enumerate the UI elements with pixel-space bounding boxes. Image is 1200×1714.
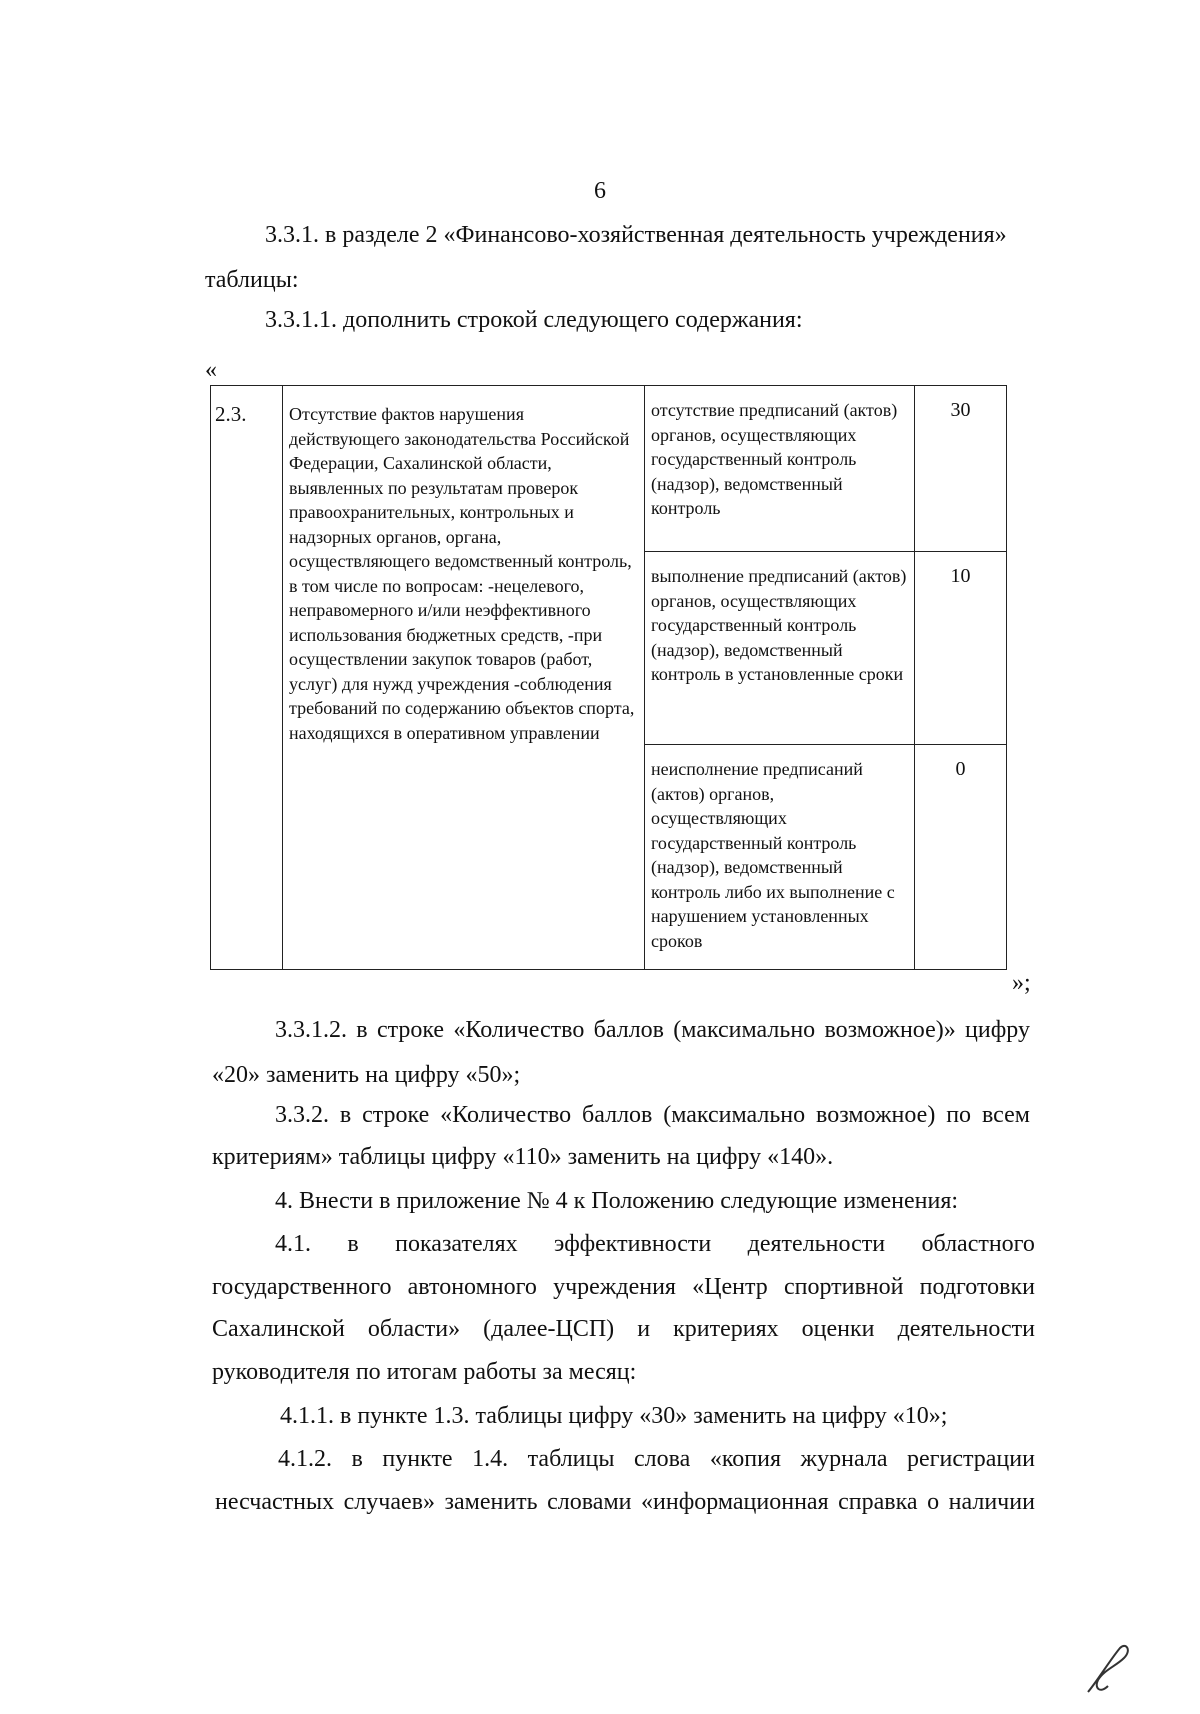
paragraph-4-1: 4.1. в показателях эффективности деятельности областного: [275, 1231, 1035, 1257]
paragraph-3-3-1-1: 3.3.1.1. дополнить строкой следующего содержания:: [265, 307, 803, 333]
paragraph-4-1-cont3: руководителя по итогам работы за месяц:: [212, 1359, 637, 1385]
paragraph-3-3-2: 3.3.2. в строке «Количество баллов (максимально возможное) по всем: [275, 1102, 1030, 1128]
paragraph-4-1-2: 4.1.2. в пункте 1.4. таблицы слова «копия журнала регистрации: [278, 1446, 1035, 1472]
paragraph-3-3-1-2-cont: «20» заменить на цифру «50»;: [212, 1062, 521, 1088]
indicator-cell: отсутствие предписаний (актов) органов, осуществляющих государственный контроль (надзор), ведомственный контроль: [645, 386, 915, 552]
paragraph-4-1-cont1: государственного автономного учреждения «Центр спортивной подготовки: [212, 1274, 1035, 1300]
score-cell: 30: [915, 386, 1007, 552]
indicator-cell: неисполнение предписаний (актов) органов, осуществляющих государственный контроль (надзор), ведомственный контроль либо их выполнение с нарушением установленных сроков: [645, 745, 915, 970]
criterion-cell: Отсутствие фактов нарушения действующего законодательства Российской Федерации, Сахалинской области, выявленных по результатам проверок правоохранительных, контрольных и надзорных органов, органа, осуществляющего ведомственный контроль, в том числе по вопросам: -нецелевого, неправомерного и/или неэффективного использования бюджетных средств, -при осуществлении закупок товаров (работ, услуг) для нужд учреждения -соблюдения требований по содержанию объектов спорта, находящихся в оперативном управлении: [283, 386, 645, 970]
paragraph-3-3-1: 3.3.1. в разделе 2 «Финансово-хозяйственная деятельность учреждения»: [265, 222, 1007, 248]
paragraph-3-3-1-2: 3.3.1.2. в строке «Количество баллов (максимально возможное)» цифру: [275, 1017, 1030, 1043]
score-cell: 0: [915, 745, 1007, 970]
page-number: 6: [594, 178, 606, 204]
paragraph-4-1-1: 4.1.1. в пункте 1.3. таблицы цифру «30» заменить на цифру «10»;: [280, 1403, 948, 1429]
paragraph-3-3-1-cont: таблицы:: [205, 267, 299, 293]
signature-mark: [1080, 1640, 1140, 1705]
paragraph-3-3-2-cont: критериям» таблицы цифру «110» заменить на цифру «140».: [212, 1144, 834, 1170]
paragraph-4-1-2-cont: несчастных случаев» заменить словами «информационная справка о наличии: [215, 1489, 1035, 1515]
indicator-cell: выполнение предписаний (актов) органов, осуществляющих государственный контроль (надзор), ведомственный контроль в установленные сроки: [645, 552, 915, 745]
row-number-cell: 2.3.: [211, 386, 283, 970]
score-cell: 10: [915, 552, 1007, 745]
closing-quote: »;: [1012, 970, 1031, 996]
inserted-table-row: [210, 385, 1007, 970]
paragraph-4: 4. Внести в приложение № 4 к Положению следующие изменения:: [275, 1188, 959, 1214]
paragraph-4-1-cont2: Сахалинской области» (далее-ЦСП) и критериях оценки деятельности: [212, 1316, 1035, 1342]
opening-quote: «: [205, 357, 217, 383]
